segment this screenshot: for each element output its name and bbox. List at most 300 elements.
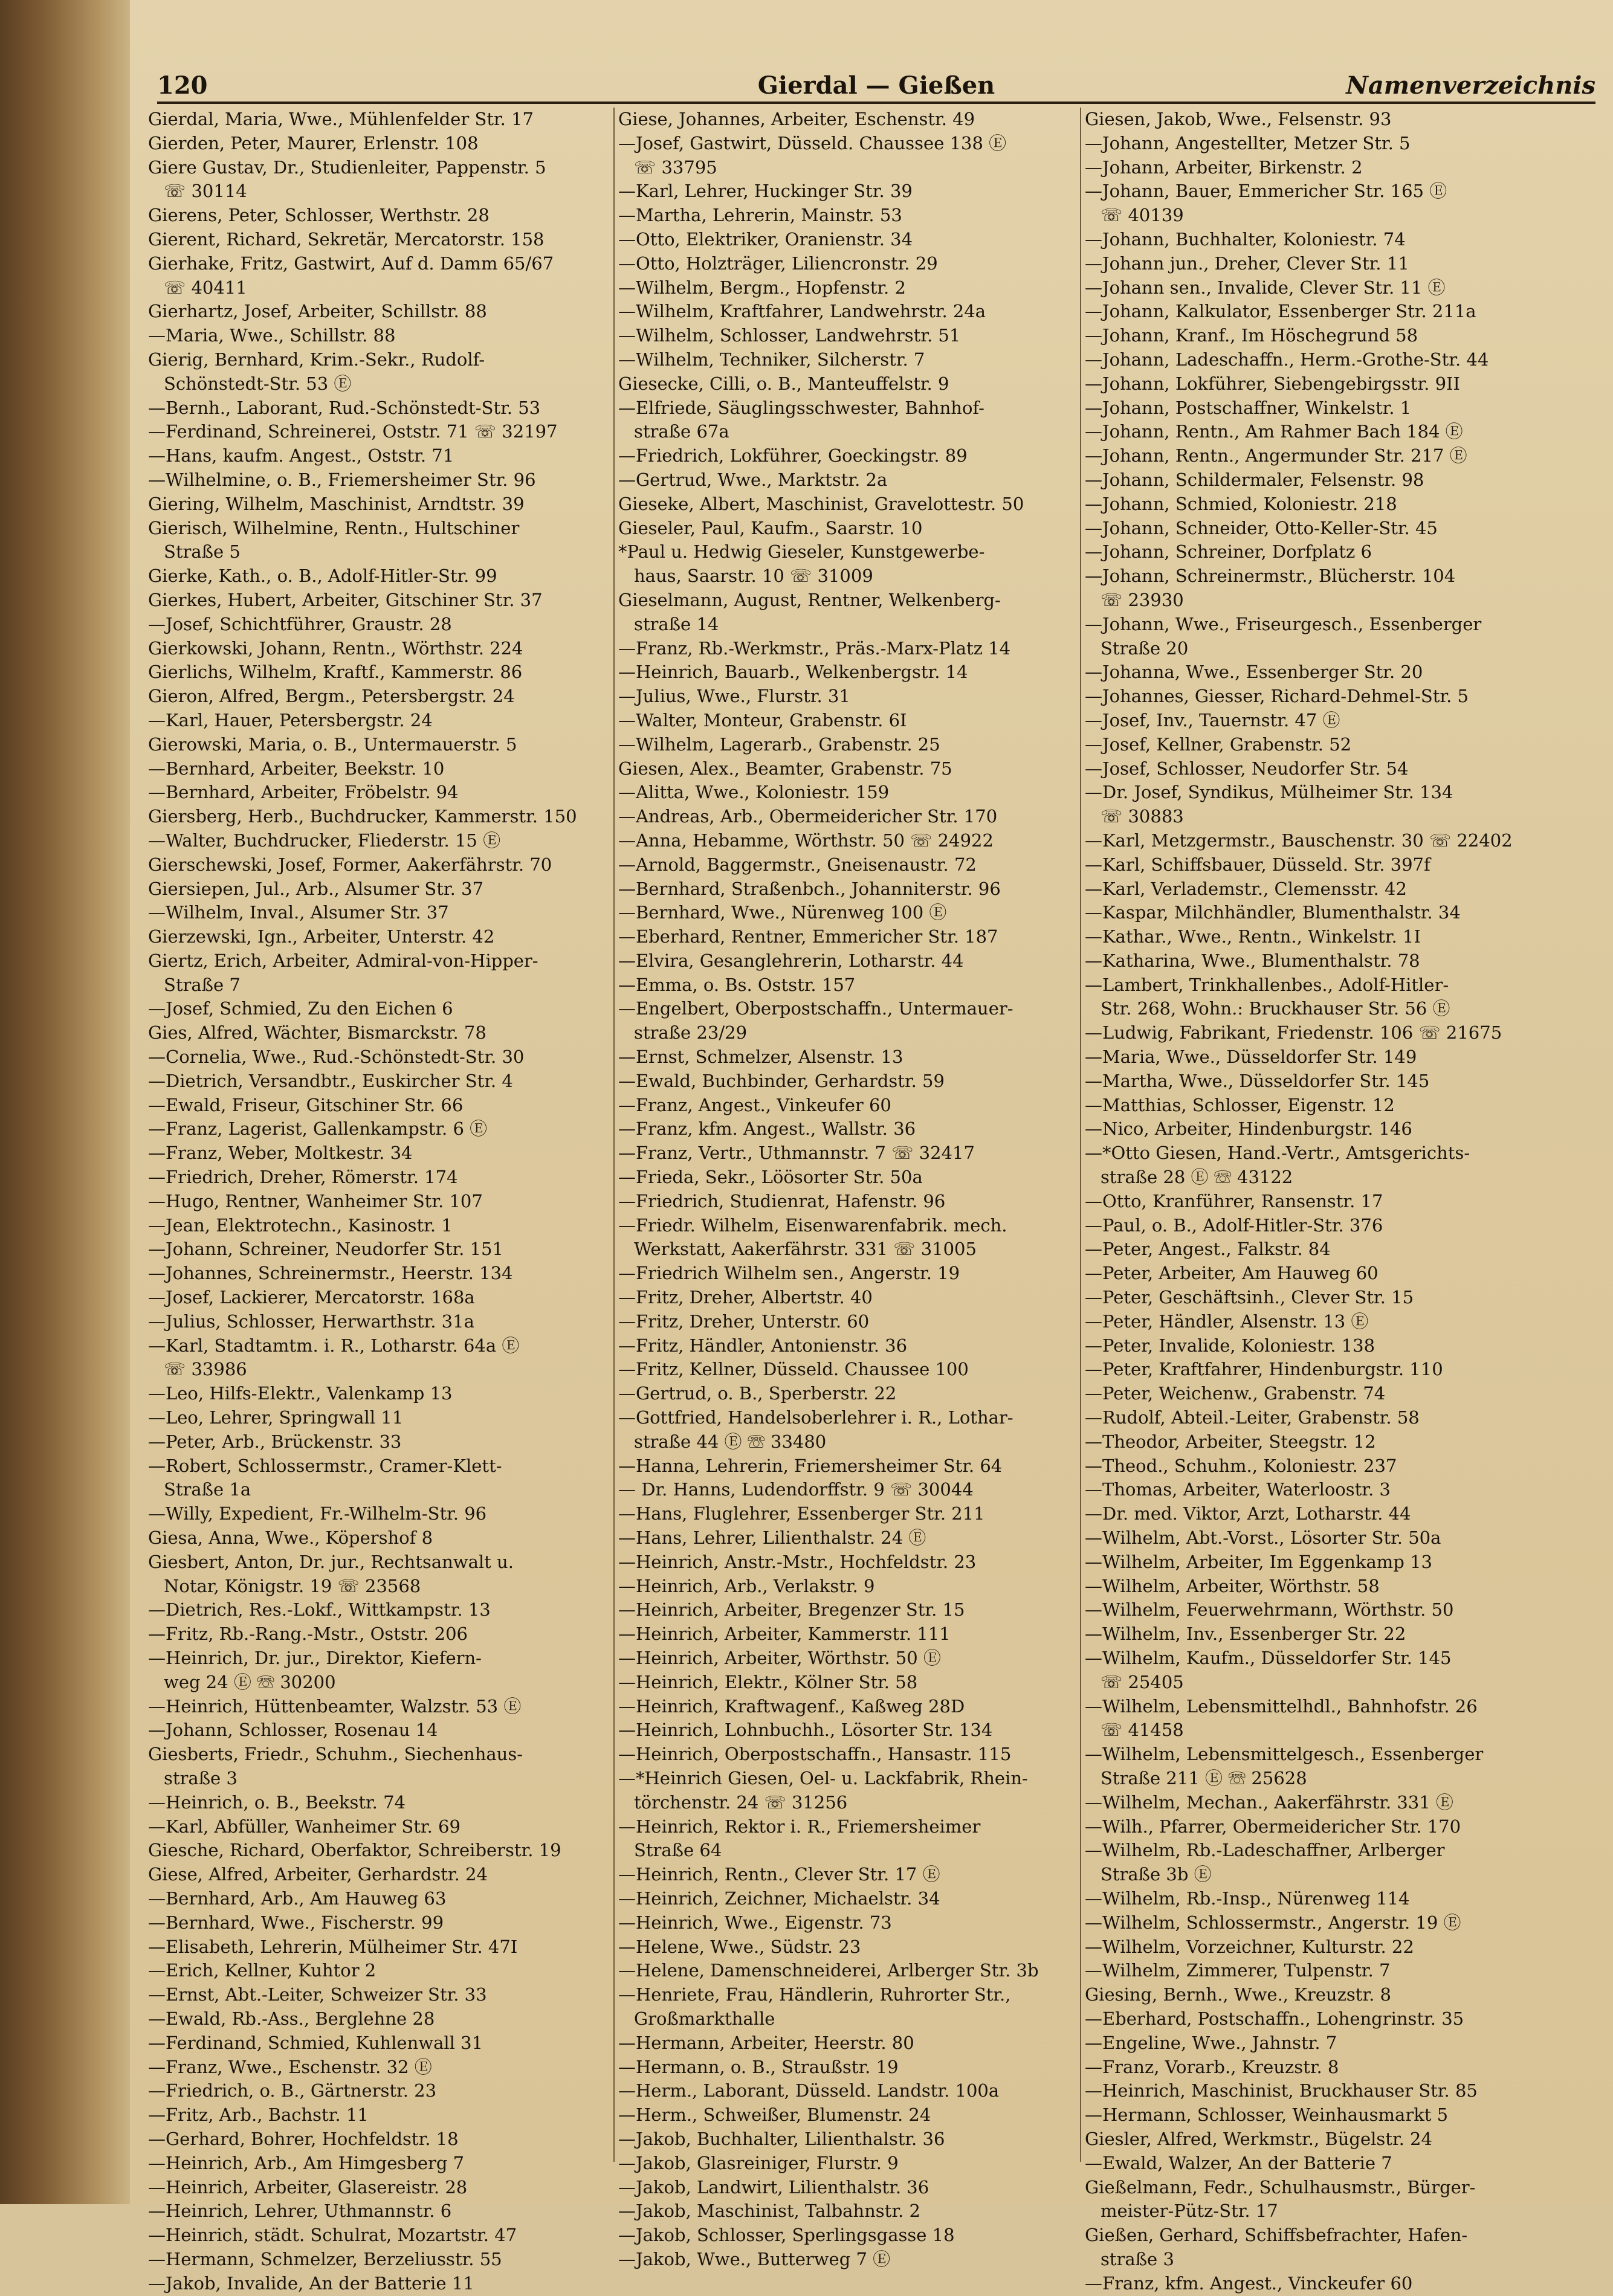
directory-entry xyxy=(1085,685,1544,709)
directory-entry xyxy=(1085,228,1544,252)
entry-line: —Johann, Schreiner, Neudorfer Str. 151 xyxy=(148,1239,503,1260)
directory-entry xyxy=(618,1622,1078,1646)
guide-words: Gierdal — Gießen xyxy=(757,71,995,100)
entry-line: —Peter, Angest., Falkstr. 84 xyxy=(1085,1239,1331,1260)
directory-entry xyxy=(1085,660,1544,685)
directory-entry xyxy=(1085,1887,1544,1911)
entry-line: —Andreas, Arb., Obermeidericher Str. 170 xyxy=(618,806,998,827)
entry-line: —Matthias, Schlosser, Eigenstr. 12 xyxy=(1085,1094,1395,1115)
entry-continuation: ☏ 30114 xyxy=(164,181,247,202)
directory-entry xyxy=(1085,396,1544,421)
entry-line: —Karl, Schiffsbauer, Düsseld. Str. 397f xyxy=(1085,854,1430,875)
directory-entry xyxy=(148,1021,607,1045)
directory-entry xyxy=(148,1526,607,1550)
entry-line: —Hugo, Rentner, Wanheimer Str. 107 xyxy=(148,1190,483,1211)
entry-continuation: meister-Pütz-Str. 17 xyxy=(1101,2201,1278,2222)
entry-line: Gierhake, Fritz, Gastwirt, Auf d. Damm 65/67 xyxy=(148,253,554,274)
entry-line: —Heinrich, Bauarb., Welkenbergstr. 14 xyxy=(618,662,968,683)
directory-entry xyxy=(1085,1550,1544,1575)
entry-line: —Johann, Wwe., Friseurgesch., Essenberger xyxy=(1085,613,1482,634)
entry-line: —Herm., Schweißer, Blumenstr. 24 xyxy=(618,2104,931,2126)
directory-entry xyxy=(1085,1406,1544,1430)
directory-entry xyxy=(148,396,607,421)
directory-entry xyxy=(148,1334,607,1382)
directory-entry xyxy=(618,1550,1078,1575)
entry-line: Giersiepen, Jul., Arb., Alsumer Str. 37 xyxy=(148,878,483,899)
entry-line: —Leo, Lehrer, Springwall 11 xyxy=(148,1407,404,1428)
directory-entry xyxy=(148,1502,607,1526)
directory-entry xyxy=(1085,1839,1544,1887)
directory-entry xyxy=(148,1791,607,1815)
entry-line: —Johann, Postschaffner, Winkelstr. 1 xyxy=(1085,397,1412,418)
directory-entry xyxy=(618,1454,1078,1479)
entry-line: —Heinrich, Rentn., Clever Str. 17 Ⓔ xyxy=(618,1864,940,1885)
entry-line: —Rudolf, Abteil.-Leiter, Grabenstr. 58 xyxy=(1085,1407,1420,1428)
entry-continuation: Straße 64 xyxy=(634,1840,722,1861)
entry-line: —Julius, Schlosser, Herwarthstr. 31a xyxy=(148,1311,474,1332)
directory-entry xyxy=(618,1358,1078,1382)
directory-entry xyxy=(618,2031,1078,2056)
entry-line: —Wilhelm, Bergm., Hopfenstr. 2 xyxy=(618,277,906,298)
entry-line: —Heinrich, Kraftwagenf., Kaßweg 28D xyxy=(618,1695,965,1717)
entry-line: —Dr. med. Viktor, Arzt, Lotharstr. 44 xyxy=(1085,1503,1411,1524)
entry-line: —Otto, Kranführer, Ransenstr. 17 xyxy=(1085,1190,1383,1211)
entry-continuation: ☏ 40139 xyxy=(1101,205,1184,226)
directory-entry xyxy=(148,1045,607,1069)
entry-line: —Hermann, o. B., Straußstr. 19 xyxy=(618,2056,899,2077)
directory-entry xyxy=(618,901,1078,925)
entry-line: Giersberg, Herb., Buchdrucker, Kammerstr. 150 xyxy=(148,806,577,827)
entry-line: —Heinrich, Arbeiter, Bregenzer Str. 15 xyxy=(618,1599,965,1620)
directory-entry xyxy=(618,829,1078,853)
directory-entry xyxy=(148,108,607,132)
entry-continuation: straße 14 xyxy=(634,613,719,634)
entry-line: —Fritz, Rb.-Rang.-Mstr., Oststr. 206 xyxy=(148,1624,468,1645)
entry-line: Giesecke, Cilli, o. B., Manteuffelstr. 9 xyxy=(618,373,949,394)
directory-entry xyxy=(148,709,607,733)
entry-line: —Arnold, Baggermstr., Gneisenaustr. 72 xyxy=(618,854,977,875)
entry-line: —Karl, Verlademstr., Clemensstr. 42 xyxy=(1085,878,1407,899)
entry-line: Giertz, Erich, Arbeiter, Admiral-von-Hipper- xyxy=(148,950,538,971)
directory-entry xyxy=(148,1430,607,1454)
entry-line: —Martha, Lehrerin, Mainstr. 53 xyxy=(618,205,902,226)
entry-line: —Eberhard, Postschaffn., Lohengrinstr. 35 xyxy=(1085,2008,1464,2029)
directory-entry xyxy=(148,1286,607,1310)
entry-line: Giesberts, Friedr., Schuhm., Siechenhaus- xyxy=(148,1744,523,1765)
directory-entry xyxy=(148,1069,607,1094)
directory-entry xyxy=(1085,1094,1544,1118)
entry-line: —Johann, Schreiner, Dorfplatz 6 xyxy=(1085,541,1372,563)
entry-line: —Bernhard, Arbeiter, Fröbelstr. 94 xyxy=(148,782,459,803)
entry-line: —Josef, Schichtführer, Graustr. 28 xyxy=(148,613,452,634)
directory-entry xyxy=(148,1863,607,1887)
directory-entry xyxy=(148,2103,607,2127)
entry-line: —Gertrud, Wwe., Marktstr. 2a xyxy=(618,469,888,490)
directory-entry xyxy=(148,1141,607,1166)
directory-entry xyxy=(1085,1743,1544,1791)
entry-line: —Johann, Kranf., Im Höschegrund 58 xyxy=(1085,325,1418,346)
directory-entry xyxy=(1085,300,1544,324)
directory-entry xyxy=(618,1334,1078,1358)
directory-entry xyxy=(618,1045,1078,1069)
entry-line: —Ferdinand, Schreinerei, Oststr. 71 ☏ 32197 xyxy=(148,421,558,442)
entry-line: —Walter, Monteur, Grabenstr. 6I xyxy=(618,709,907,730)
entry-line: Gieselmann, August, Rentner, Welkenberg- xyxy=(618,589,1001,610)
directory-entry xyxy=(148,1190,607,1214)
directory-entry xyxy=(148,2152,607,2176)
book-gutter xyxy=(0,0,139,2204)
entry-line: —Ewald, Walzer, An der Batterie 7 xyxy=(1085,2152,1392,2173)
entry-line: —Johanna, Wwe., Essenberger Str. 20 xyxy=(1085,662,1423,683)
entry-line: —Friedrich Wilhelm sen., Angerstr. 19 xyxy=(618,1263,960,1284)
entry-line: —Wilhelm, Mechan., Aakerfährstr. 331 Ⓔ xyxy=(1085,1791,1453,1813)
directory-entry xyxy=(148,468,607,492)
entry-line: —Bernhard, Straßenbch., Johanniterstr. 96 xyxy=(618,878,1001,899)
directory-entry xyxy=(1085,2152,1544,2176)
entry-line: —Otto, Holzträger, Liliencronstr. 29 xyxy=(618,253,938,274)
directory-entry xyxy=(618,1671,1078,1695)
entry-line: —Elisabeth, Lehrerin, Mülheimer Str. 47I xyxy=(148,1936,518,1957)
entry-line: —Otto, Elektriker, Oranienstr. 34 xyxy=(618,228,913,250)
entry-continuation: weg 24 Ⓔ ☏ 30200 xyxy=(164,1671,336,1692)
entry-line: —Wilhelm, Techniker, Silcherstr. 7 xyxy=(618,349,925,370)
column-1 xyxy=(148,108,607,2294)
directory-entry xyxy=(618,2103,1078,2127)
entry-line: Gierig, Bernhard, Krim.-Sekr., Rudolf- xyxy=(148,349,485,370)
directory-entry xyxy=(618,1286,1078,1310)
directory-entry xyxy=(148,1406,607,1430)
entry-line: —Wilhelm, Rb.-Ladeschaffner, Arlberger xyxy=(1085,1840,1445,1861)
directory-entry xyxy=(618,2248,1078,2272)
entry-line: Gießelmann, Fedr., Schulhausmstr., Bürger- xyxy=(1085,2176,1476,2198)
column-2 xyxy=(618,108,1078,2269)
directory-entry xyxy=(618,1262,1078,1286)
directory-entry xyxy=(1085,252,1544,276)
directory-entry xyxy=(1085,540,1544,564)
entry-continuation: Straße 7 xyxy=(164,974,241,995)
directory-entry xyxy=(1085,2103,1544,2127)
column-3 xyxy=(1085,108,1544,2294)
entry-line: —Heinrich, Lohnbuchh., Lösorter Str. 134 xyxy=(618,1720,993,1741)
entry-line: —Jakob, Schlosser, Sperlingsgasse 18 xyxy=(618,2225,955,2246)
directory-entry xyxy=(1085,1622,1544,1646)
directory-entry xyxy=(618,132,1078,180)
directory-entry xyxy=(1085,1334,1544,1358)
directory-entry xyxy=(148,949,607,998)
directory-entry xyxy=(618,709,1078,733)
directory-entry xyxy=(618,517,1078,541)
directory-entry xyxy=(148,517,607,565)
entry-line: Gierkowski, Johann, Rentn., Wörthstr. 224 xyxy=(148,637,523,659)
entry-continuation: ☏ 30883 xyxy=(1101,806,1184,827)
entry-line: Giesing, Bernh., Wwe., Kreuzstr. 8 xyxy=(1085,1984,1391,2005)
directory-entry xyxy=(148,1550,607,1599)
entry-line: —Wilhelm, Lagerarb., Grabenstr. 25 xyxy=(618,734,940,755)
entry-line: —Walter, Buchdrucker, Fliederstr. 15 Ⓔ xyxy=(148,830,501,851)
entry-line: —Heinrich, Arbeiter, Wörthstr. 50 Ⓔ xyxy=(618,1648,941,1668)
directory-entry xyxy=(618,733,1078,757)
entry-line: —Heinrich, o. B., Beekstr. 74 xyxy=(148,1791,406,1813)
directory-entry xyxy=(618,685,1078,709)
entry-line: —Ewald, Friseur, Gitschiner Str. 66 xyxy=(148,1094,464,1115)
entry-line: —Maria, Wwe., Schillstr. 88 xyxy=(148,325,396,346)
entry-continuation: Schönstedt-Str. 53 Ⓔ xyxy=(164,373,352,394)
entry-line: —Josef, Inv., Tauernstr. 47 Ⓔ xyxy=(1085,709,1340,730)
entry-line: —Wilhelm, Lebensmittelhdl., Bahnhofstr. 26 xyxy=(1085,1695,1478,1717)
entry-line: Gieseler, Paul, Kaufm., Saarstr. 10 xyxy=(618,517,923,538)
directory-entry xyxy=(618,492,1078,517)
entry-line: —Frieda, Sekr., Löösorter Str. 50a xyxy=(618,1167,923,1188)
entry-line: —Johann, Kalkulator, Essenberger Str. 211a xyxy=(1085,301,1476,322)
directory-entry xyxy=(1085,973,1544,1022)
directory-entry xyxy=(1085,564,1544,613)
directory-entry xyxy=(618,1069,1078,1094)
directory-entry xyxy=(618,1911,1078,1935)
entry-line: —Johann, Schlosser, Rosenau 14 xyxy=(148,1720,438,1741)
entry-line: Giese, Alfred, Arbeiter, Gerhardstr. 24 xyxy=(148,1864,488,1885)
directory-entry xyxy=(148,805,607,829)
entry-line: —Johann, Buchhalter, Koloniestr. 74 xyxy=(1085,228,1406,250)
entry-line: —Heinrich, städt. Schulrat, Mozartstr. 47 xyxy=(148,2225,517,2246)
entry-continuation: Notar, Königstr. 19 ☏ 23568 xyxy=(164,1575,421,1596)
directory-entry xyxy=(148,1911,607,1935)
entry-line: —Franz, Weber, Moltkestr. 34 xyxy=(148,1143,413,1164)
entry-line: —Jakob, Landwirt, Lilienthalstr. 36 xyxy=(618,2176,929,2198)
directory-entry xyxy=(148,1887,607,1911)
entry-line: —Jakob, Glasreiniger, Flurstr. 9 xyxy=(618,2152,899,2173)
entry-line: —Josef, Schmied, Zu den Eichen 6 xyxy=(148,998,453,1019)
entry-continuation: Großmarkthalle xyxy=(634,2008,775,2029)
directory-entry xyxy=(618,1646,1078,1671)
directory-entry xyxy=(148,564,607,589)
entry-line: —Helene, Wwe., Südstr. 23 xyxy=(618,1936,861,1957)
entry-line: —Friedr. Wilhelm, Eisenwarenfabrik. mech. xyxy=(618,1214,1007,1236)
directory-entry xyxy=(1085,1959,1544,1983)
directory-entry xyxy=(618,1598,1078,1622)
entry-line: —Bernhard, Wwe., Nürenweg 100 Ⓔ xyxy=(618,902,947,923)
entry-line: —Ferdinand, Schmied, Kuhlenwall 31 xyxy=(148,2032,483,2053)
directory-entry xyxy=(148,1454,607,1503)
directory-entry xyxy=(618,2176,1078,2200)
directory-entry xyxy=(1085,2272,1544,2296)
column-divider xyxy=(1080,108,1081,2162)
directory-entry xyxy=(148,757,607,781)
entry-continuation: Straße 211 Ⓔ ☏ 25628 xyxy=(1101,1767,1307,1788)
entry-line: —Fritz, Arb., Bachstr. 11 xyxy=(148,2104,369,2126)
directory-entry xyxy=(1085,757,1544,781)
directory-entry xyxy=(618,1382,1078,1406)
directory-entry xyxy=(148,2079,607,2103)
entry-line: —Heinrich, Anstr.-Mstr., Hochfeldstr. 23 xyxy=(618,1551,977,1572)
entry-line: —Johann jun., Dreher, Clever Str. 11 xyxy=(1085,253,1409,274)
entry-line: —Katharina, Wwe., Blumenthalstr. 78 xyxy=(1085,950,1420,971)
directory-entry xyxy=(148,2176,607,2200)
entry-line: —Peter, Arb., Brückenstr. 33 xyxy=(148,1431,402,1452)
entry-continuation: Straße 1a xyxy=(164,1479,251,1500)
entry-line: Giesen, Jakob, Wwe., Felsenstr. 93 xyxy=(1085,109,1392,129)
entry-line: —Leo, Hilfs-Elektr., Valenkamp 13 xyxy=(148,1383,453,1404)
entry-line: —Gottfried, Handelsoberlehrer i. R., Lothar- xyxy=(618,1407,1013,1428)
directory-entry xyxy=(148,2248,607,2272)
directory-entry xyxy=(148,613,607,637)
entry-line: —Dietrich, Versandbtr., Euskircher Str. 4 xyxy=(148,1070,513,1091)
directory-entry xyxy=(1085,2176,1544,2224)
entry-line: Giese, Johannes, Arbeiter, Eschenstr. 49 xyxy=(618,109,975,129)
directory-entry xyxy=(1085,877,1544,901)
directory-entry xyxy=(148,1622,607,1646)
directory-entry xyxy=(1085,156,1544,180)
entry-line: —Wilhelm, Feuerwehrmann, Wörthstr. 50 xyxy=(1085,1599,1454,1620)
entry-line: —Karl, Hauer, Petersbergstr. 24 xyxy=(148,709,433,730)
entry-line: —Alitta, Wwe., Koloniestr. 159 xyxy=(618,782,890,803)
entry-line: —Franz, Rb.-Werkmstr., Präs.-Marx-Platz 14 xyxy=(618,637,1011,659)
entry-line: —Wilhelmine, o. B., Friemersheimer Str. 96 xyxy=(148,469,536,490)
entry-line: Gierent, Richard, Sekretär, Mercatorstr. 158 xyxy=(148,228,545,250)
directory-entry xyxy=(618,468,1078,492)
directory-entry xyxy=(618,781,1078,805)
directory-entry xyxy=(1085,2007,1544,2031)
directory-entry xyxy=(1085,1575,1544,1599)
entry-line: Gieron, Alfred, Bergm., Petersbergstr. 24 xyxy=(148,686,515,707)
entry-line: —Ernst, Abt.-Leiter, Schweizer Str. 33 xyxy=(148,1984,487,2005)
directory-entry xyxy=(1085,1382,1544,1406)
directory-entry xyxy=(1085,132,1544,156)
entry-line: —Wilhelm, Zimmerer, Tulpenstr. 7 xyxy=(1085,1960,1391,1981)
directory-entry xyxy=(148,1094,607,1118)
directory-entry xyxy=(148,348,607,396)
directory-page xyxy=(130,0,1613,2294)
entry-line: —Heinrich, Wwe., Eigenstr. 73 xyxy=(618,1912,892,1933)
entry-line: —Heinrich, Rektor i. R., Friemersheimer xyxy=(618,1816,981,1837)
directory-entry xyxy=(148,444,607,468)
directory-entry xyxy=(618,637,1078,661)
directory-entry xyxy=(148,1646,607,1695)
directory-entry xyxy=(618,1094,1078,1118)
directory-entry xyxy=(1085,1815,1544,1839)
directory-entry xyxy=(1085,1045,1544,1069)
directory-entry xyxy=(618,1406,1078,1454)
entry-line: —Ewald, Rb.-Ass., Berglehne 28 xyxy=(148,2008,435,2029)
directory-entry xyxy=(618,228,1078,252)
entry-line: —Kaspar, Milchhändler, Blumenthalstr. 34 xyxy=(1085,902,1461,923)
entry-line: —Heinrich, Elektr., Kölner Str. 58 xyxy=(618,1671,918,1692)
directory-entry xyxy=(618,276,1078,300)
directory-entry xyxy=(618,444,1078,468)
directory-entry xyxy=(148,2199,607,2223)
entry-continuation: straße 3 xyxy=(1101,2248,1174,2269)
entry-line: Giere Gustav, Dr., Studienleiter, Pappenstr. 5 xyxy=(148,156,546,178)
entry-line: —Johann, Angestellter, Metzer Str. 5 xyxy=(1085,132,1411,153)
entry-line: —Heinrich, Arbeiter, Glasereistr. 28 xyxy=(148,2176,468,2198)
entry-line: —Wilhelm, Kaufm., Düsseldorfer Str. 145 xyxy=(1085,1648,1452,1668)
directory-entry xyxy=(618,1815,1078,1863)
directory-entry xyxy=(1085,1911,1544,1935)
directory-entry xyxy=(618,1575,1078,1599)
directory-entry xyxy=(618,396,1078,445)
directory-entry xyxy=(148,1743,607,1791)
directory-entry xyxy=(618,108,1078,132)
entry-line: —Erich, Kellner, Kuhtor 2 xyxy=(148,1960,377,1981)
entry-line: —Wilhelm, Inval., Alsumer Str. 37 xyxy=(148,902,449,923)
entry-line: —Theod., Schuhm., Koloniestr. 237 xyxy=(1085,1455,1397,1476)
entry-line: Gierlichs, Wilhelm, Kraftf., Kammerstr. 86 xyxy=(148,662,523,683)
entry-line: —Wilhelm, Schlosser, Landwehrstr. 51 xyxy=(618,325,961,346)
entry-line: —Heinrich, Arb., Verlakstr. 9 xyxy=(618,1575,875,1596)
directory-entry xyxy=(148,997,607,1021)
entry-line: —Jakob, Maschinist, Talbahnstr. 2 xyxy=(618,2201,920,2222)
section-title: Namenverzeichnis xyxy=(1346,71,1595,100)
entry-line: —Franz, Angest., Vinkeufer 60 xyxy=(618,1094,891,1115)
entry-line: Giesbert, Anton, Dr. jur., Rechtsanwalt u. xyxy=(148,1551,514,1572)
entry-continuation: ☏ 41458 xyxy=(1101,1720,1184,1741)
entry-line: —Franz, Lagerist, Gallenkampstr. 6 Ⓔ xyxy=(148,1118,488,1140)
directory-entry xyxy=(148,1695,607,1719)
directory-entry xyxy=(148,1839,607,1863)
entry-line: Giesler, Alfred, Werkmstr., Bügelstr. 24 xyxy=(1085,2128,1432,2149)
directory-entry xyxy=(1085,709,1544,733)
header-rule xyxy=(157,102,1595,104)
entry-line: —Peter, Geschäftsinh., Clever Str. 15 xyxy=(1085,1287,1414,1308)
entry-line: —Kathar., Wwe., Rentn., Winkelstr. 1I xyxy=(1085,926,1421,947)
directory-entry xyxy=(618,1166,1078,1190)
directory-entry xyxy=(618,973,1078,998)
entry-line: Gießen, Gerhard, Schiffsbefrachter, Hafen- xyxy=(1085,2225,1468,2246)
directory-entry xyxy=(1085,1262,1544,1286)
directory-entry xyxy=(618,1767,1078,1815)
entry-line: —Johann, Ladeschaffn., Herm.-Grothe-Str. 44 xyxy=(1085,349,1489,370)
directory-entry xyxy=(618,2199,1078,2223)
entry-continuation: ☏ 40411 xyxy=(164,277,247,298)
directory-entry xyxy=(1085,2079,1544,2103)
entry-line: —Willy, Expedient, Fr.-Wilhelm-Str. 96 xyxy=(148,1503,487,1524)
entry-line: —Franz, kfm. Angest., Vinckeufer 60 xyxy=(1085,2272,1413,2294)
entry-line: —Theodor, Arbeiter, Steegstr. 12 xyxy=(1085,1431,1376,1452)
directory-entry xyxy=(618,372,1078,396)
directory-entry xyxy=(148,1262,607,1286)
directory-entry xyxy=(148,1237,607,1262)
directory-entry xyxy=(148,156,607,204)
directory-entry xyxy=(618,540,1078,589)
entry-line: —Friedrich, Studienrat, Hafenstr. 96 xyxy=(618,1190,946,1211)
entry-line: —Fritz, Händler, Antonienstr. 36 xyxy=(618,1335,908,1356)
entry-line: —Martha, Wwe., Düsseldorfer Str. 145 xyxy=(1085,1070,1430,1091)
entry-line: —Bernhard, Arb., Am Hauweg 63 xyxy=(148,1888,447,1909)
directory-entry xyxy=(618,589,1078,637)
entry-line: — Dr. Hanns, Ludendorffstr. 9 ☏ 30044 xyxy=(618,1479,974,1500)
entry-line: —Fritz, Dreher, Albertstr. 40 xyxy=(618,1287,873,1308)
entry-line: —Johann, Lokführer, Siebengebirgsstr. 9II xyxy=(1085,373,1460,394)
entry-line: *Paul u. Hedwig Gieseler, Kunstgewerbe- xyxy=(618,541,985,563)
directory-entry xyxy=(618,1743,1078,1767)
directory-entry xyxy=(618,949,1078,973)
directory-entry xyxy=(618,1718,1078,1743)
entry-continuation: ☏ 25405 xyxy=(1101,1671,1184,1692)
directory-entry xyxy=(148,492,607,517)
entry-line: —Hanna, Lehrerin, Friemersheimer Str. 64 xyxy=(618,1455,1003,1476)
entry-continuation: straße 3 xyxy=(164,1767,238,1788)
directory-entry xyxy=(618,660,1078,685)
entry-line: —Hermann, Schmelzer, Berzeliusstr. 55 xyxy=(148,2248,502,2269)
entry-line: —Johann, Arbeiter, Birkenstr. 2 xyxy=(1085,156,1363,178)
directory-entry xyxy=(148,132,607,156)
directory-entry xyxy=(1085,1502,1544,1526)
directory-entry xyxy=(148,1598,607,1622)
entry-continuation: straße 23/29 xyxy=(634,1022,748,1043)
directory-entry xyxy=(148,1166,607,1190)
directory-entry xyxy=(618,1959,1078,1983)
entry-line: —Friedrich, Dreher, Römerstr. 174 xyxy=(148,1167,458,1188)
directory-entry xyxy=(618,1141,1078,1166)
